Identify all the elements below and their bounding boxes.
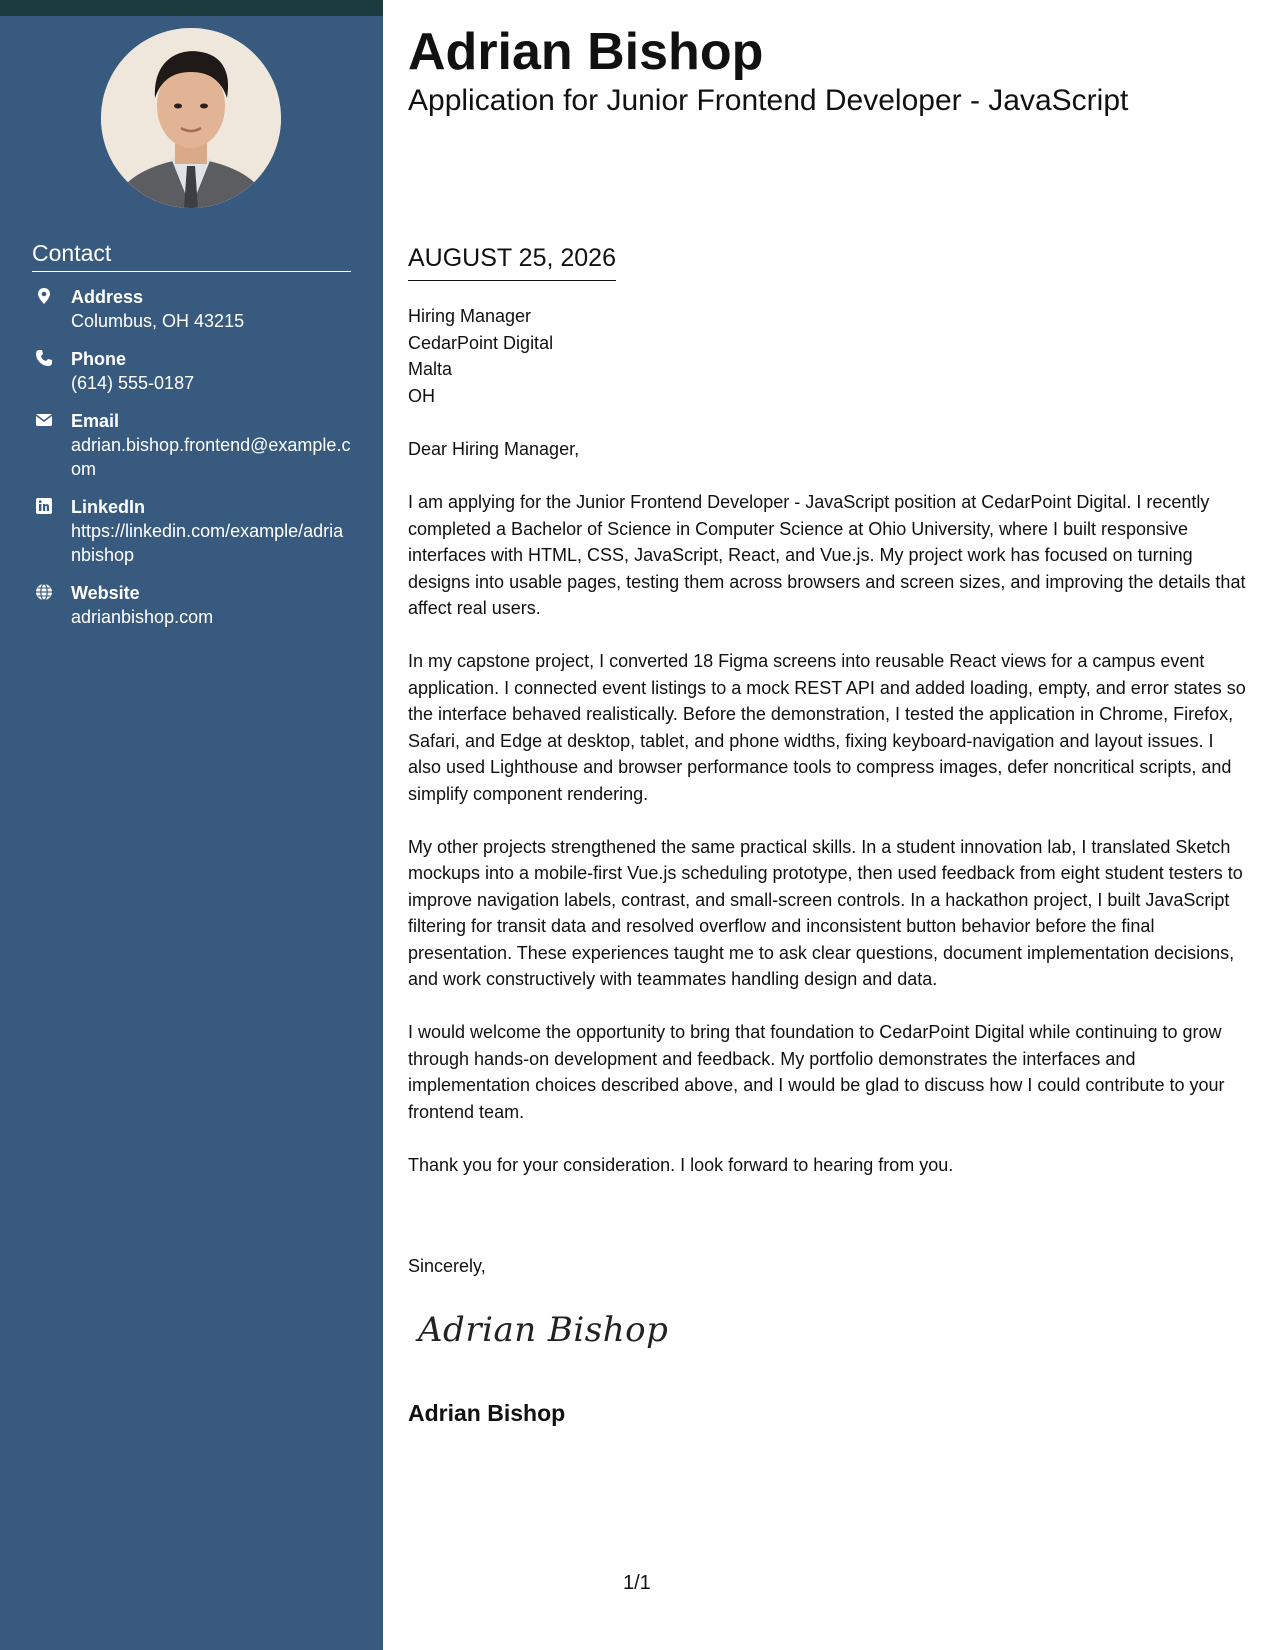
- signer-name: Adrian Bishop: [408, 1400, 566, 1426]
- recipient-line: CedarPoint Digital: [408, 332, 554, 353]
- sidebar-top-band: [0, 0, 383, 16]
- recipient-line: Hiring Manager: [408, 306, 532, 326]
- recipient-line: OH: [408, 385, 435, 406]
- handwritten-signature: Adrian Bishop: [418, 1310, 669, 1350]
- letter-date: AUGUST 25, 2026: [408, 244, 616, 281]
- website-label: Website: [71, 583, 140, 603]
- linkedin-icon: [35, 497, 53, 515]
- address-label: Address: [71, 287, 144, 307]
- website-value[interactable]: adrianbishop.com: [71, 607, 214, 627]
- address-value: Columbus, OH 43215: [71, 311, 245, 331]
- contact-item-email: [32, 409, 352, 481]
- contact-item-phone: [32, 347, 352, 395]
- profile-photo: [101, 28, 281, 208]
- closing: Sincerely,: [408, 1256, 486, 1276]
- salutation: Dear Hiring Manager,: [408, 439, 580, 459]
- phone-icon: [35, 349, 53, 367]
- linkedin-label: LinkedIn: [71, 497, 146, 517]
- contact-item-address: [32, 285, 352, 333]
- contact-heading: Contact: [32, 240, 351, 272]
- contact-item-linkedin: [32, 495, 352, 567]
- page-number: 1/1: [623, 1572, 651, 1594]
- application-subtitle: Application for Junior Frontend Developer - JavaScript: [408, 84, 1129, 117]
- body-paragraph: I would welcome the opportunity to bring that foundation to CedarPoint Digital while continuing to grow through hands-on development and feedback. My portfolio demonstrates the interfaces and implementation choices described above, and I would be glad to discuss how I could contribute to your frontend team.: [408, 1022, 1225, 1122]
- contact-item-website: [32, 581, 352, 629]
- applicant-name: Adrian Bishop: [408, 23, 764, 81]
- globe-icon: [35, 583, 53, 601]
- email-label: Email: [71, 411, 120, 431]
- phone-label: Phone: [71, 349, 127, 369]
- map-pin-icon: [35, 287, 53, 305]
- recipient-block: [408, 303, 553, 409]
- body-paragraph: Thank you for your consideration. I look forward to hearing from you.: [408, 1154, 954, 1175]
- envelope-icon: [35, 411, 53, 429]
- sidebar: [0, 0, 383, 1650]
- body-paragraph: In my capstone project, I converted 18 Figma screens into reusable React views for a campus event application. I connected event listings to a mock REST API and added loading, empty, and error states so the interface behaved realistically. Before the demonstration, I tested the application in Chrome, Firefox, Safari, and Edge at desktop, tablet, and phone widths, fixing keyboard-navigation and layout issues. I also used Lighthouse and browser performance tools to compress images, defer noncritical scripts, and simplify component rendering.: [408, 651, 1246, 804]
- contact-list: [32, 285, 352, 643]
- phone-value: (614) 555-0187: [71, 373, 195, 393]
- body-paragraph: My other projects strengthened the same practical skills. In a student innovation lab, I translated Sketch mockups into a mobile-first Vue.js scheduling prototype, then used feedback from eight student testers to improve navigation labels, contrast, and small-screen controls. In a hackathon project, I built JavaScript filtering for transit data and resolved overflow and inconsistent button behavior before the final presentation. These experiences taught me to ask clear questions, document implementation decisions, and work constructively with teammates handling design and data.: [408, 836, 1243, 989]
- linkedin-value[interactable]: https://linkedin.com/example/adrianbishop: [71, 521, 344, 565]
- email-value[interactable]: adrian.bishop.frontend@example.com: [71, 435, 351, 479]
- letter-body: [408, 436, 1248, 1205]
- recipient-line: Malta: [408, 359, 453, 379]
- body-paragraph: I am applying for the Junior Frontend Developer - JavaScript position at CedarPoint Digital. I recently completed a Bachelor of Science in Computer Science at Ohio University, where I built responsive interfaces with HTML, CSS, JavaScript, React, and Vue.js. My project work has focused on turning designs into usable pages, testing them across browsers and screen sizes, and improving the details that affect real users.: [408, 492, 1246, 618]
